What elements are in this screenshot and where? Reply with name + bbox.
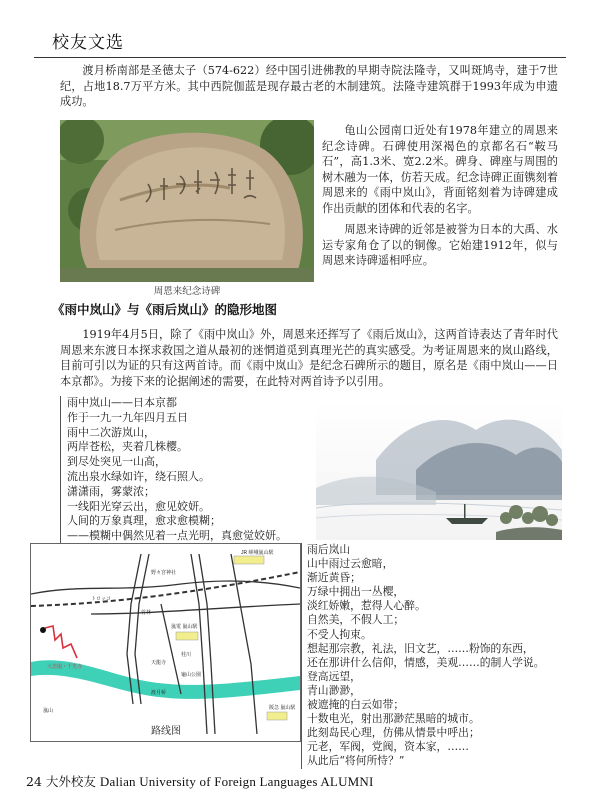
- poem-line: 人间的万象真理，愈求愈模糊；: [67, 514, 221, 528]
- poem-line: 万绿中拥出一丛樱，: [307, 585, 405, 599]
- poem-line: 雨中岚山——日本京都: [67, 396, 177, 409]
- poem-line: 十数电光，射出那渺茫黑暗的城市。: [307, 712, 480, 726]
- statue-description: 周恩来诗碑的近邻是被誉为日本的大禹、水运专家角仓了以的铜像。它始建1912年，似与周恩来诗碑遥相呼应。: [322, 223, 558, 267]
- poem-line: 淡红娇嫩，惹得人心醉。: [307, 599, 426, 613]
- route-map: [30, 543, 301, 742]
- page-number: 24: [26, 774, 42, 789]
- poem-line: 想起那宗教，礼法，旧文艺，……粉饰的东西，: [307, 641, 534, 655]
- map-label-kameyama: 龜山公園: [181, 672, 202, 678]
- poem-line: 此刻岛民心理，仿佛从情景中呼出；: [307, 726, 480, 740]
- poem-line: 自然美，不假人工；: [307, 613, 405, 627]
- poem-line: 元老，军阀，党阀，资本家，……: [307, 740, 469, 754]
- poem-line: 从此后“将何所恃？”: [307, 754, 405, 768]
- poem-line: ——模糊中偶然见着一点光明，真愈觉姣妍。: [67, 529, 287, 543]
- map-label-randen: 嵐電 嵐山駅: [171, 624, 198, 630]
- map-label-jr: JR 嵯峨嵐山駅: [241, 550, 274, 556]
- map-label-hankyu: 阪急 嵐山駅: [269, 705, 296, 711]
- map-label-torokko: トロッコ: [91, 596, 111, 602]
- magazine-name-cn: 大外校友: [45, 774, 96, 789]
- section-heading: 《雨中岚山》与《雨后岚山》的隐形地图: [52, 302, 278, 317]
- poem-line: 一线阳光穿云出，愈见姣妍。: [67, 499, 210, 513]
- poem-after-rain-in-arashiyama: [301, 543, 569, 769]
- poem-line: 被遮掩的白云如带；: [307, 698, 405, 712]
- poem-line: 潇潇雨，雾蒙浓；: [67, 484, 155, 498]
- monument-description: 龟山公园南口近处有1978年建立的周恩来纪念诗碑。石碑使用深褐色的京都名石“鞍马石”，高1.3米、宽2.2米。碑身、碑座与周围的树木融为一体，仿若天成。纪念诗碑正面镌刻着周恩来的《雨中岚山》，背面铭刻着为诗碑建成作出贡献的团体和代表的名字。: [322, 124, 558, 215]
- magazine-section-title: 校友文选: [52, 33, 124, 53]
- poem-line: 雨中二次游岚山，: [67, 425, 155, 439]
- map-caption: 路线图: [151, 726, 181, 737]
- poem-line: 不受人拘束。: [307, 627, 372, 641]
- map-label-road-b: 竹林: [141, 610, 152, 616]
- poem-line: 还在那讲什么信仰，情感，美观……的制人学说。: [307, 655, 545, 669]
- poem-line: 雨后岚山: [307, 543, 351, 556]
- poem-line: 登高远望，: [307, 669, 361, 683]
- poem-line: 青山渺渺，: [307, 683, 361, 697]
- map-label-park: 嵐山: [43, 708, 54, 714]
- header-divider: [34, 57, 566, 58]
- poem-line: 流出泉水绿如许，绕石照人。: [67, 469, 210, 483]
- map-label-bridge: 渡月桥: [151, 690, 167, 696]
- map-label-temple: 大悲閣・千光寺: [47, 664, 83, 670]
- poem-line: 山中雨过云愈暗，: [307, 557, 394, 571]
- map-label-road-a: 野々宮神社: [151, 570, 177, 576]
- poem-line: 两岸苍松，夹着几株樱。: [67, 440, 188, 454]
- ink-landscape-painting: [316, 400, 562, 540]
- monument-photo: [60, 120, 314, 282]
- map-label-river: 桂川: [181, 652, 192, 658]
- monument-illustration: [60, 120, 314, 282]
- poem-line: 到尽处突见一山高，: [67, 455, 166, 469]
- intro-paragraph: 渡月桥南部是圣德太子（574-622）经中国引进佛教的早期寺院法隆寺，又叫斑鸠寺，建于7世纪，占地18.7万平方米。其中西院伽蓝是现存最古老的木制建筑。法隆寺建筑群于1993年成为申遗成功。: [60, 64, 558, 108]
- poem-line: 渐近黄昏；: [307, 571, 361, 585]
- landscape-illustration: [316, 400, 562, 540]
- page-footer: [26, 772, 374, 790]
- section-paragraph: 1919年4月5日，除了《雨中岚山》外，周恩来还挥写了《雨后岚山》，这两首诗表达了青年时代周恩来东渡日本探求救国之道从最初的迷惘道觅到真理光芒的真实感受。为考证周恩来的岚山路线，目前可引以为证的只有这两首诗。而《雨中岚山》是纪念石碑所示的题目，原名是《雨中岚山——日本京都》。为接下来的论据阐述的需要，在此特对两首诗予以引用。: [60, 328, 558, 388]
- poem-rain-in-arashiyama: [60, 396, 317, 544]
- magazine-name-en: Dalian University of Foreign Languages ALUMNI: [99, 774, 374, 789]
- photo-caption: 周恩来纪念诗碑: [153, 286, 221, 297]
- map-label-tenryuji: 天龍寺: [151, 660, 167, 666]
- route-map-drawing: [31, 544, 300, 741]
- poem-line: 作于一九一九年四月五日: [67, 410, 188, 424]
